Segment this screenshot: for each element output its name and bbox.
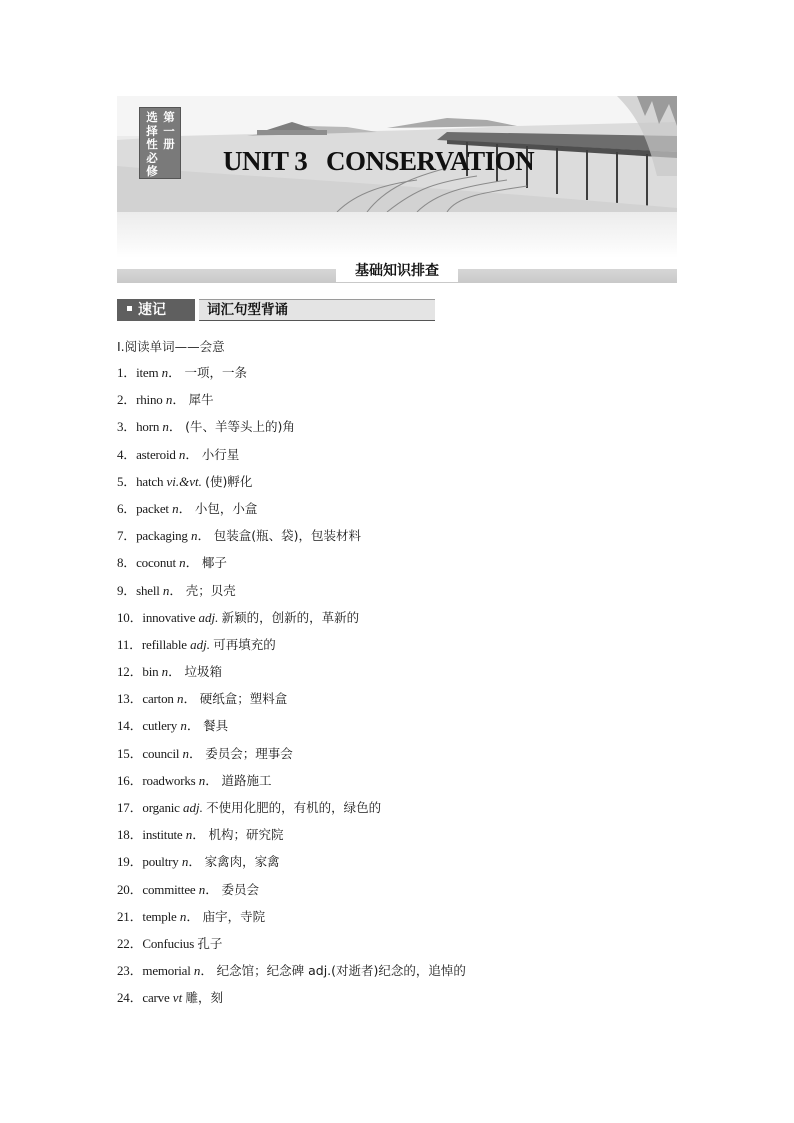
vocab-separator: ． [188,854,202,870]
vocab-number: 15． [117,745,143,761]
vocab-meaning: 新颖的，创新的，革新的 [221,609,360,625]
vocab-item [117,988,466,1015]
banner-shadow [117,212,677,258]
vocab-word: Confucius [142,935,195,951]
vocab-meaning: 一项，一条 [184,365,247,380]
vocab-word: temple [142,908,177,924]
vocab-number: 11． [117,636,142,652]
vocab-number: 18． [117,827,143,843]
vocab-word: poultry [142,854,179,870]
vocab-part-of-speech: n [178,446,186,462]
vocab-word: asteroid [136,446,176,462]
vocab-word: carton [142,691,174,707]
vocab-item [117,608,466,635]
vocab-item [117,689,466,716]
vocab-meaning: 家禽肉，家禽 [204,854,280,870]
vocab-word: committee [142,881,196,897]
vocab-part-of-speech: n [182,745,190,761]
vocab-part-of-speech: n [162,419,169,435]
vocab-part-of-speech: adj. [190,636,210,652]
vocab-item [117,934,466,961]
vocab-item [117,662,466,689]
vocab-separator: ． [168,664,182,680]
tag-subtitle: 词汇句型背诵 [199,299,435,321]
vocab-meaning: (牛、羊等头上的)角 [185,419,295,435]
vocab-meaning: 小行星 [201,446,240,462]
vocab-item [117,852,466,879]
square-bullet-icon [127,306,132,311]
vocab-number: 17． [117,800,143,815]
vocab-number: 7． [117,528,137,544]
tag-label: 速记 [138,302,166,318]
vocab-word: item [136,365,159,380]
vocab-number: 8． [117,555,137,571]
vocab-number: 2． [117,392,137,408]
vocab-part-of-speech: n [181,854,189,870]
vocab-meaning: 庙宇，寺院 [202,908,266,924]
vocab-number: 22． [117,935,143,951]
vocab-meaning: 委员会 [221,881,260,897]
vocab-number: 3． [117,419,137,435]
vocab-number: 24． [117,990,143,1006]
vocab-number: 10． [117,609,143,625]
vocab-part-of-speech: n [198,881,206,897]
vocab-part-of-speech: n [176,691,184,707]
unit-title: UNIT 3 CONSERVATION [223,146,535,176]
vocab-part-of-speech: adj. [198,609,219,625]
vocab-separator: ． [169,582,183,598]
vocab-separator: ． [183,691,197,707]
vocab-part-of-speech: n [172,500,179,516]
vocab-word: organic [142,800,180,815]
vocab-number: 12． [117,664,143,680]
vocab-part-of-speech: n [185,827,193,843]
vocab-word: carve [142,990,170,1006]
vocab-part-of-speech: adj. [183,800,203,815]
vocab-separator: ． [178,500,192,516]
vocab-item [117,798,466,825]
vocab-word: packet [136,500,169,516]
vocab-word: bin [142,664,159,680]
vocab-meaning: (使)孵化 [205,473,253,489]
vocab-item [117,553,466,580]
vocab-separator: ． [205,772,219,788]
vocab-separator: ． [168,365,182,380]
vocab-part-of-speech: n [198,772,206,788]
vocab-meaning: 委员会；理事会 [205,745,293,761]
vocab-item [117,961,466,988]
vocab-number: 1． [117,365,137,380]
vocab-meaning: 壳；贝壳 [185,582,236,598]
vocab-word: innovative [142,609,196,625]
vocab-part-of-speech: n [193,963,201,979]
vocab-item [117,907,466,934]
speed-memo-tag [117,299,195,321]
vocab-meaning: 道路施工 [221,772,272,788]
vocab-word: institute [142,827,183,843]
vocab-meaning: 不使用化肥的，有机的，绿色的 [206,800,382,815]
vocab-part-of-speech: vi.&vt. [166,473,202,489]
vocab-word: horn [136,419,160,435]
vocab-part-of-speech: n [161,365,169,380]
volume-label-col1: 选 择 性 必 修 [146,110,158,178]
vocab-number: 6． [117,500,137,516]
vocab-item [117,526,466,553]
vocab-meaning: 餐具 [203,718,229,734]
vocab-separator: ． [192,827,206,843]
vocab-number: 16． [117,772,143,788]
vocab-meaning: 雕，刻 [185,990,223,1006]
vocab-word: rhino [136,392,163,408]
vocab-item [117,363,466,390]
vocab-meaning: 犀牛 [188,392,214,408]
vocab-item [117,472,466,499]
volume-label-box [139,107,181,179]
vocab-word: shell [136,582,160,598]
vocab-item [117,390,466,417]
vocab-number: 14． [117,718,143,734]
vocab-word: refillable [141,636,187,652]
vocab-number: 4． [117,446,137,462]
vocab-item [117,581,466,608]
vocab-item [117,499,466,526]
vocab-word: memorial [142,963,191,979]
volume-label-col2: 第 一 册 [163,110,175,151]
vocab-number: 20． [117,881,143,897]
vocab-separator: ． [189,745,203,761]
vocab-word: roadworks [142,772,196,788]
vocab-part-of-speech: n [161,664,169,680]
vocab-word: coconut [136,555,176,571]
vocab-meaning: 可再填充的 [213,636,276,652]
vocab-number: 5． [117,473,137,489]
vocab-item [117,417,466,444]
vocab-separator: ． [185,446,199,462]
vocab-number: 23． [117,963,143,979]
vocab-part-of-speech: n [162,582,170,598]
vocab-separator: ． [186,718,200,734]
vocab-heading: Ⅰ.阅读单词——会意 [117,339,225,354]
vocab-item [117,744,466,771]
vocab-meaning: 小包，小盒 [194,500,258,516]
vocab-meaning: 椰子 [201,555,227,571]
vocab-separator: ． [197,528,211,544]
vocab-number: 13． [117,691,143,707]
vocab-part-of-speech: vt [172,990,183,1006]
vocab-word: council [142,745,180,761]
vocab-part-of-speech: n [165,392,173,408]
vocab-number: 21． [117,908,143,924]
vocab-meaning: 机构；研究院 [208,827,284,843]
vocab-meaning: 垃圾箱 [184,664,222,680]
vocab-meaning: 包装盒(瓶、袋)，包装材料 [213,528,362,544]
vocab-part-of-speech: n [190,528,198,544]
vocab-meaning: 硬纸盒；塑料盒 [199,691,288,707]
vocab-item [117,825,466,852]
vocab-separator: ． [205,881,219,897]
vocab-item [117,716,466,743]
vocab-number: 9． [117,582,137,598]
vocab-item [117,771,466,798]
vocab-item [117,880,466,907]
section-title: 基础知识排查 [336,260,458,282]
vocab-separator: ． [186,908,200,924]
vocab-separator: ． [185,555,199,571]
vocab-separator: ． [168,419,182,435]
vocab-part-of-speech: n [179,555,186,571]
vocab-item [117,635,466,662]
vocab-part-of-speech: n [180,718,187,734]
vocab-word: packaging [136,528,188,544]
vocab-meaning: 纪念馆；纪念碑 adj.(对逝者)纪念的，追悼的 [216,963,466,979]
vocab-separator: ． [172,392,186,408]
vocab-separator: ． [200,963,214,979]
vocab-word: hatch [136,473,164,489]
vocab-part-of-speech: n [179,908,187,924]
vocab-word: cutlery [142,718,178,734]
vocab-meaning: 孔子 [197,935,223,951]
vocab-number: 19． [117,854,143,870]
vocab-item [117,445,466,472]
vocab-list [117,363,466,1016]
